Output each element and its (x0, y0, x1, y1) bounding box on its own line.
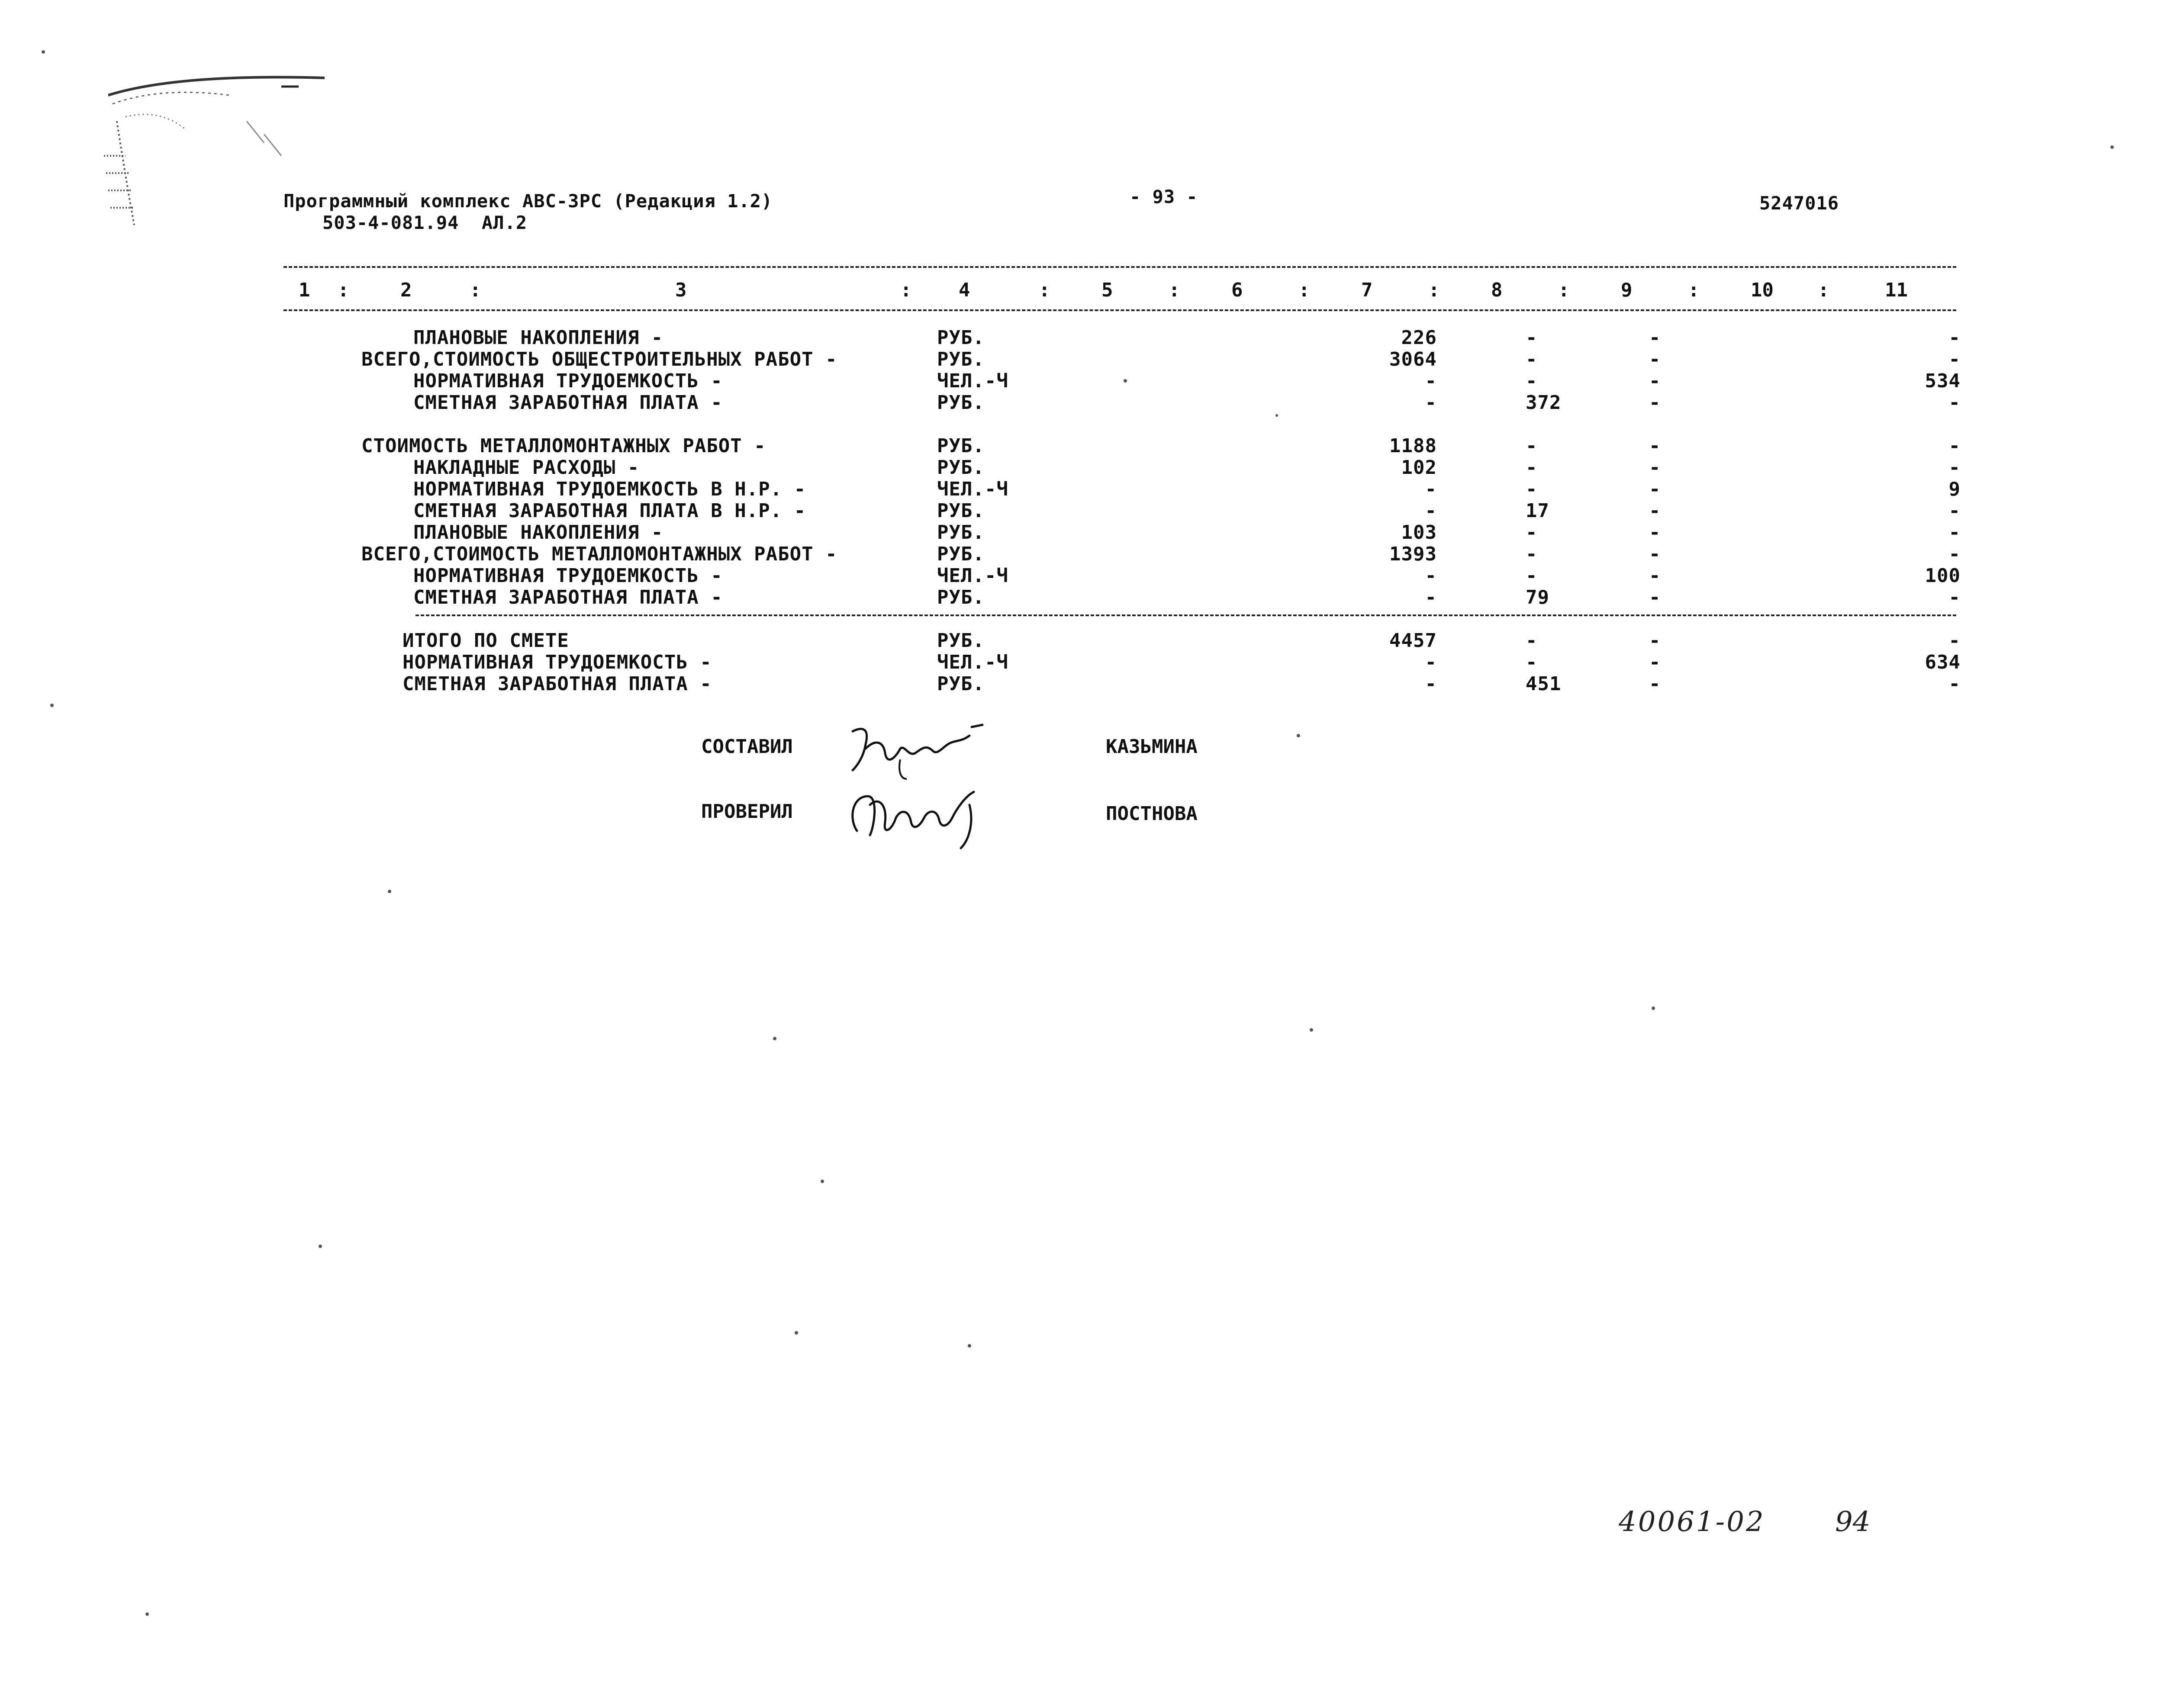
row-label: СМЕТНАЯ ЗАРАБОТНАЯ ПЛАТА - (403, 673, 712, 695)
row-col9: - (1649, 565, 1661, 587)
row-col9: - (1649, 630, 1661, 652)
checked-label: ПРОВЕРИЛ (701, 801, 793, 823)
row-col9: - (1649, 586, 1661, 608)
row-label: НОРМАТИВНАЯ ТРУДОЕМКОСТЬ - (403, 651, 712, 673)
row-col9: - (1649, 370, 1661, 392)
row-col8: - (1526, 651, 1538, 673)
col-header-7: 7 (1361, 279, 1373, 301)
row-unit: ЧЕЛ.-Ч (937, 651, 1008, 673)
row-label: НОРМАТИВНАЯ ТРУДОЕМКОСТЬ В Н.Р. - (413, 478, 806, 500)
row-col7: - (1425, 392, 1437, 414)
row-col8: - (1526, 543, 1538, 565)
row-col7: 103 (1401, 521, 1437, 544)
page-number: - 93 - (1130, 186, 1198, 207)
row-label: НОРМАТИВНАЯ ТРУДОЕМКОСТЬ - (413, 370, 723, 392)
row-col8: - (1526, 348, 1538, 370)
row-unit: ЧЕЛ.-Ч (937, 370, 1008, 392)
row-col7: 1188 (1389, 435, 1437, 457)
row-col11: - (1948, 348, 1961, 370)
col-sep: : (1039, 279, 1050, 301)
row-unit: ЧЕЛ.-Ч (937, 478, 1008, 500)
row-col9: - (1649, 651, 1661, 673)
row-col8: - (1526, 370, 1538, 392)
row-col7: 226 (1401, 327, 1437, 349)
col-header-4: 4 (959, 279, 970, 301)
row-unit: РУБ. (937, 435, 985, 457)
row-label: НАКЛАДНЫЕ РАСХОДЫ - (413, 457, 640, 479)
row-col11: - (1948, 500, 1961, 522)
col-sep: : (900, 279, 912, 301)
row-col8: - (1526, 630, 1538, 652)
row-unit: РУБ. (937, 348, 985, 370)
row-col8: - (1526, 478, 1538, 500)
col-sep: : (470, 279, 481, 301)
handwritten-page-number: 94 (1835, 1506, 1871, 1538)
col-sep: : (1688, 279, 1700, 301)
col-header-9: 9 (1621, 279, 1633, 301)
checked-name: ПОСТНОВА (1106, 803, 1198, 825)
col-header-11: 11 (1885, 279, 1908, 301)
row-label: ВСЕГО,СТОИМОСТЬ МЕТАЛЛОМОНТАЖНЫХ РАБОТ - (361, 543, 837, 565)
col-header-5: 5 (1101, 279, 1113, 301)
row-col9: - (1649, 478, 1661, 500)
row-col7: 1393 (1389, 543, 1437, 565)
row-col11: 534 (1925, 370, 1961, 392)
row-col7: - (1425, 565, 1437, 587)
row-col11: - (1948, 327, 1961, 349)
col-header-2: 2 (400, 279, 412, 301)
row-unit: РУБ. (937, 630, 985, 652)
row-col8: - (1526, 435, 1538, 457)
row-label: ПЛАНОВЫЕ НАКОПЛЕНИЯ - (413, 521, 663, 544)
row-col11: - (1948, 435, 1961, 457)
row-col9: - (1649, 521, 1661, 544)
row-col11: - (1948, 586, 1961, 608)
row-label: ПЛАНОВЫЕ НАКОПЛЕНИЯ - (413, 327, 663, 349)
col-header-8: 8 (1491, 279, 1503, 301)
row-col7: 3064 (1389, 348, 1437, 370)
col-header-6: 6 (1231, 279, 1243, 301)
col-sep: : (1818, 279, 1829, 301)
row-unit: РУБ. (937, 521, 985, 544)
document-number: 503-4-081.94 АЛ.2 (322, 212, 528, 233)
row-unit: РУБ. (937, 673, 985, 695)
row-col8: 17 (1526, 500, 1549, 522)
program-title: Программный комплекс АВС-3РС (Редакция 1.2) (283, 190, 773, 212)
row-label: ВСЕГО,СТОИМОСТЬ ОБЩЕСТРОИТЕЛЬНЫХ РАБОТ - (361, 348, 837, 370)
row-col11: - (1948, 392, 1961, 414)
col-sep: : (1298, 279, 1310, 301)
row-label: СТОИМОСТЬ МЕТАЛЛОМОНТАЖНЫХ РАБОТ - (361, 435, 766, 457)
col-sep: : (338, 279, 349, 301)
col-header-3: 3 (675, 279, 687, 301)
col-header-1: 1 (299, 279, 310, 301)
row-col9: - (1649, 673, 1661, 695)
row-unit: ЧЕЛ.-Ч (937, 565, 1008, 587)
row-col9: - (1649, 327, 1661, 349)
row-label: ИТОГО ПО СМЕТЕ (403, 630, 569, 652)
row-col11: 100 (1925, 565, 1961, 587)
row-col11: 9 (1948, 478, 1961, 500)
row-unit: РУБ. (937, 543, 985, 565)
row-label: СМЕТНАЯ ЗАРАБОТНАЯ ПЛАТА - (413, 586, 723, 608)
row-col8: - (1526, 521, 1538, 544)
row-col8: - (1526, 565, 1538, 587)
row-col8: - (1526, 457, 1538, 479)
row-col7: 4457 (1389, 630, 1437, 652)
row-col8: 372 (1526, 392, 1562, 414)
row-col11: - (1948, 673, 1961, 695)
row-col7: - (1425, 651, 1437, 673)
row-col7: - (1425, 586, 1437, 608)
handwritten-archive-code: 40061-02 (1619, 1506, 1765, 1538)
row-col11: - (1948, 457, 1961, 479)
row-label: СМЕТНАЯ ЗАРАБОТНАЯ ПЛАТА В Н.Р. - (413, 500, 806, 522)
composed-label: СОСТАВИЛ (701, 736, 793, 758)
row-col9: - (1649, 392, 1661, 414)
row-unit: РУБ. (937, 586, 985, 608)
row-col8: 79 (1526, 586, 1549, 608)
row-col11: - (1948, 543, 1961, 565)
row-unit: РУБ. (937, 457, 985, 479)
row-col7: - (1425, 370, 1437, 392)
row-col11: - (1948, 630, 1961, 652)
row-col11: - (1948, 521, 1961, 544)
document-code: 5247016 (1759, 193, 1839, 214)
composed-name: КАЗЬМИНА (1106, 736, 1198, 758)
col-header-10: 10 (1751, 279, 1774, 301)
row-col11: 634 (1925, 651, 1961, 673)
col-sep: : (1428, 279, 1440, 301)
row-col9: - (1649, 500, 1661, 522)
col-sep: : (1558, 279, 1570, 301)
row-col9: - (1649, 543, 1661, 565)
row-col8: 451 (1526, 673, 1562, 695)
row-col7: - (1425, 673, 1437, 695)
row-unit: РУБ. (937, 327, 985, 349)
row-label: СМЕТНАЯ ЗАРАБОТНАЯ ПЛАТА - (413, 392, 723, 414)
row-col7: - (1425, 500, 1437, 522)
row-col9: - (1649, 457, 1661, 479)
row-label: НОРМАТИВНАЯ ТРУДОЕМКОСТЬ - (413, 565, 723, 587)
row-unit: РУБ. (937, 392, 985, 414)
row-col9: - (1649, 435, 1661, 457)
row-col9: - (1649, 348, 1661, 370)
row-col7: 102 (1401, 457, 1437, 479)
row-unit: РУБ. (937, 500, 985, 522)
col-sep: : (1169, 279, 1180, 301)
row-col8: - (1526, 327, 1538, 349)
row-col7: - (1425, 478, 1437, 500)
